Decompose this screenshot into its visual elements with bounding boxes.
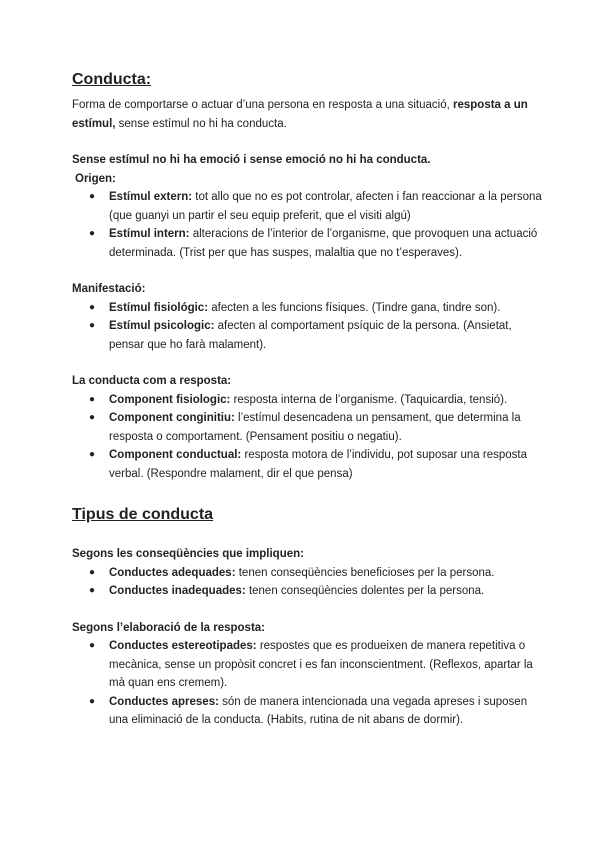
list-item bbox=[72, 564, 542, 583]
manifestacio-heading: Manifestació: bbox=[72, 283, 146, 295]
item-label: Estímul extern: bbox=[109, 191, 193, 203]
list-item bbox=[72, 446, 542, 483]
intro-text: Forma de comportarse o actuar d’una persona en resposta a una situació, bbox=[72, 99, 453, 111]
consequencies-list bbox=[72, 564, 542, 601]
item-label: Component conductual: bbox=[109, 449, 242, 461]
section-title: Tipus de conducta bbox=[72, 506, 214, 523]
list-item bbox=[72, 299, 542, 318]
item-text: tenen conseqüències dolentes per la persona. bbox=[245, 585, 485, 597]
statement: Sense estímul no hi ha emoció i sense emoció no hi ha conducta. bbox=[72, 154, 431, 166]
item-label: Conductes estereotipades: bbox=[109, 640, 257, 652]
item-label: Estímul intern: bbox=[109, 228, 190, 240]
manifestacio-list bbox=[72, 299, 542, 355]
intro-bold: resposta a un estímul, bbox=[72, 99, 528, 130]
item-text: respostes que es produeixen de manera repetitiva o mecànica, sense un propòsit concret i es fan inconscientment. (Reflexos, apartar la mà quan ens cremem). bbox=[109, 640, 533, 689]
item-label: Conductes inadequades: bbox=[109, 585, 246, 597]
resposta-heading: La conducta com a resposta: bbox=[72, 375, 232, 387]
list-item bbox=[72, 409, 542, 446]
intro-text-end: sense estímul no hi ha conducta. bbox=[115, 117, 287, 130]
item-label: Conductes apreses: bbox=[109, 695, 219, 708]
list-item bbox=[72, 693, 542, 730]
item-label: Component fisiologic: bbox=[109, 393, 231, 406]
list-item bbox=[72, 391, 542, 410]
item-text: tenen conseqüències beneficioses per la persona. bbox=[235, 566, 495, 579]
list-item bbox=[72, 317, 542, 354]
item-text: alteracions de l’interior de l’organisme, que provoquen una actuació determinada. (Trist per que has suspes, malaltia que no t’esperaves). bbox=[109, 228, 538, 259]
item-text: afecten al comportament psíquic de la persona. (Ansietat, pensar que ho farà malament). bbox=[109, 320, 512, 351]
item-label: Component conginitiu: bbox=[109, 412, 235, 424]
item-text: afecten a les funcions físiques. (Tindre gana, tindre son). bbox=[208, 301, 501, 314]
item-label: Estímul fisiológic: bbox=[109, 301, 209, 314]
item-text: resposta interna de l’organisme. (Taquicardia, tensió). bbox=[230, 393, 508, 406]
item-label: Conductes adequades: bbox=[109, 566, 236, 579]
item-text: resposta motora de l’individu, pot suposar una resposta verbal. (Respondre malament, dir el que pensa) bbox=[109, 449, 527, 480]
origen-list bbox=[72, 188, 542, 262]
elaboracio-list bbox=[72, 637, 542, 730]
item-text: l’estímul desencadena un pensament, que determina la resposta o comportament. (Pensament positiu o negatiu). bbox=[109, 412, 521, 443]
origen-heading: Origen: bbox=[75, 172, 116, 185]
item-label: Estímul psicologic: bbox=[109, 320, 215, 332]
document-page bbox=[72, 70, 542, 730]
list-item bbox=[72, 188, 542, 225]
elaboracio-heading: Segons l’elaboració de la resposta: bbox=[72, 621, 266, 634]
resposta-list bbox=[72, 391, 542, 484]
list-item bbox=[72, 582, 542, 601]
consequencies-heading: Segons les conseqüències que impliquen: bbox=[72, 548, 304, 560]
list-item bbox=[72, 637, 542, 693]
page-title: Conducta: bbox=[72, 71, 152, 88]
list-item bbox=[72, 225, 542, 262]
intro-paragraph bbox=[72, 96, 542, 133]
item-text: tot allo que no es pot controlar, afecten i fan reaccionar a la persona (que guanyi un partir el seu equip preferit, que el visiti algú) bbox=[109, 191, 542, 222]
item-text: són de manera intencionada una vegada apreses i suposen una eliminació de la conducta. (Habits, rutina de nit abans de dormir). bbox=[109, 695, 528, 726]
